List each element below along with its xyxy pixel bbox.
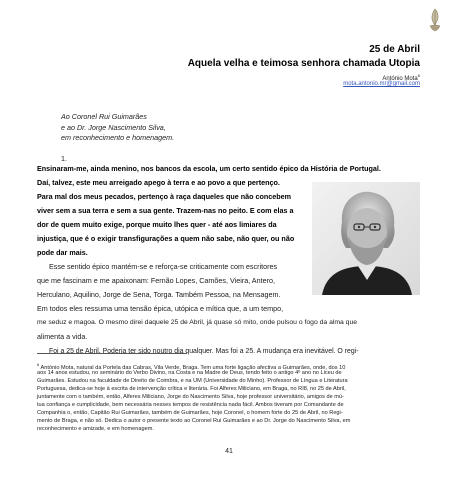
body-line: Ensinaram-me, ainda menino, nos bancos da escola, um certo sentido épico da História de Portugal. <box>37 164 381 173</box>
dedication-line: e ao Dr. Jorge Nascimento Silva, <box>61 122 166 132</box>
article-subtitle: Aquela velha e teimosa senhora chamada Utopia <box>187 58 420 69</box>
body-line: Para mal dos meus pecados, pertenço à raça daqueles que não concebem <box>37 192 292 201</box>
body-line: dor de quem muito exige, porque muito lhes quer - até aos limiares da <box>37 220 277 229</box>
footnote-line: tua confiança e cumplicidade, bem necessária nesses tempos de resistência nada fácil. Ambos tiveram por Comandante de <box>37 402 344 408</box>
article-title: 25 de Abril <box>369 44 420 55</box>
body-line: injustiça, que é o exigir transfigurações a quem não sabe, não quer, ou não <box>37 234 295 243</box>
footnote-line: Portuguesa, dedica-se hoje à escrita de intervenção crítica e literária. Foi Alferes Miliciano, em Braga, no RI8, no 25 de Abril, <box>37 386 346 392</box>
body-line: Em todos eles ressuma uma tensão épica, utópica e mítica que, a um tempo, <box>37 304 284 313</box>
quill-logo-icon <box>426 7 444 33</box>
page-number: 41 <box>225 448 233 455</box>
dedication-line: Ao Coronel Rui Guimarães <box>61 112 147 121</box>
body-line: Herculano, Aquilino, Jorge de Sena, Torga. Também Pessoa, na Mensagem. <box>37 290 281 299</box>
footnote-line: juntamente com o também, então, Alferes Miliciano, Jorge do Nascimento Silva, hoje professor universitário, amigos de mú- <box>37 394 344 400</box>
footnote-line: Guimarães. Estudou na faculdade de Direito de Coimbra, e na UM (Universidade do Minho). Professor de Língua e Literatura <box>37 378 348 384</box>
footnote-text: António Mota, natural da Portela das Cabras, Vila Verde, Braga. Tem uma forte ligação afectiva a Guimarães, onde, dos 10 <box>40 364 346 371</box>
body-line: pode dar mais. <box>37 248 88 257</box>
footnote-line: Companhia o, então, Capitão Rui Guimarães, também de Guimarães, hoje Coronel, o homem forte do 25 de Abril, no Regi- <box>37 410 343 416</box>
footnote-separator <box>37 353 187 354</box>
body-line: Foi a 25 de Abril. Poderia ter sido noutro dia qualquer. Mas foi a 25. A mudança era inevitável. O regi- <box>49 348 359 355</box>
body-line: Daí, talvez, este meu arreigado apego à terra e ao povo a que pertenço. <box>37 178 280 187</box>
footnote-mark: 6 <box>37 362 40 367</box>
footnote-line: aos 14 anos estudou, no seminário do Verbo Divino, na Costa e na Madre de Deus, tendo feito o antigo 4º ano no Liceu de <box>37 370 342 376</box>
author-photo <box>312 182 420 295</box>
author-text: António Mota <box>382 76 418 82</box>
body-line: alimenta a vida. <box>37 332 88 341</box>
dedication <box>61 112 174 144</box>
footnote-line: reconhecimento e amizade, e em homenagem. <box>37 426 154 432</box>
footnote-line: mento de Braga, e não só. Dedica o autor o presente texto ao Coronel Rui Guimarães e ao Dr. Jorge do Nascimento Silva, em <box>37 418 351 424</box>
section-number: 1. <box>61 154 67 163</box>
body-line: Esse sentido épico mantém-se e reforça-se criticamente com escritores <box>49 262 278 271</box>
body-line: me seduz e magoa. O mesmo direi daquele 25 de Abril, já quase só mito, onde pulsou o fogo da alma que <box>37 319 358 326</box>
body-line: viver sem a sua terra e sem a sua gente. Trazem-nas no peito. E com elas a <box>37 206 294 215</box>
author-email-link[interactable]: mota.antonio.mr@gmail.com <box>343 81 420 87</box>
dedication-line: em reconhecimento e homenagem. <box>61 133 175 142</box>
body-line: que me fascinam e me apaixonam: Fernão Lopes, Camões, Vieira, Antero, <box>37 276 275 285</box>
author-footnote-mark: 6 <box>417 73 420 78</box>
